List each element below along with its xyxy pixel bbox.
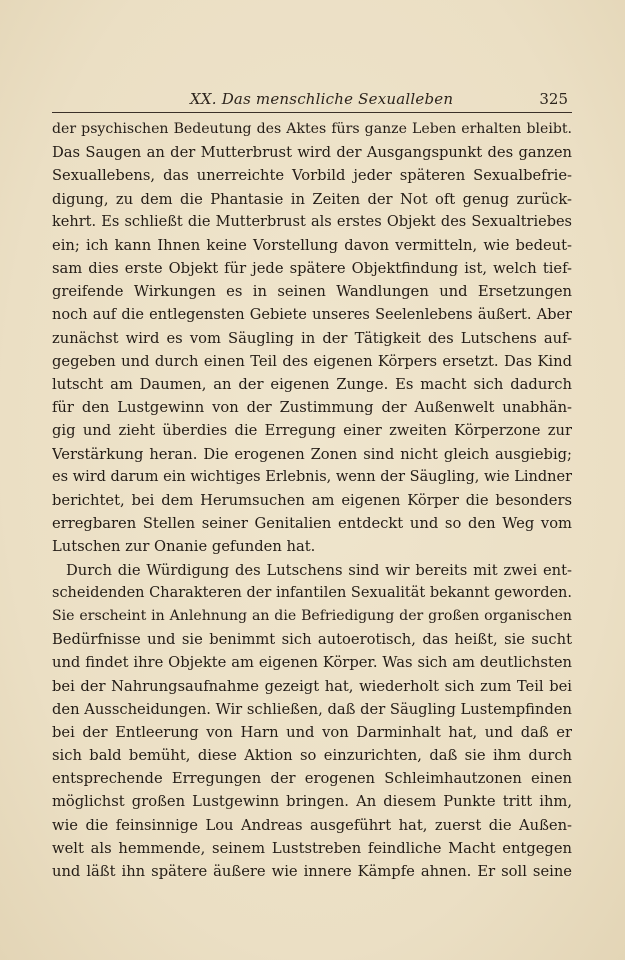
paragraph-start-line: Durch die Würdigung des Lutschens sind wir bereits mit zwei ent- (66, 561, 572, 579)
text-line: für den Lustgewinn von der Zustimmung der Außenwelt unabhän- (52, 399, 572, 417)
text-line: Das Saugen an der Mutterbrust wird der Ausgangspunkt des ganzen (52, 144, 572, 162)
text-line: bei der Nahrungsaufnahme gezeigt hat, wiederholt sich zum Teil bei (52, 677, 572, 695)
text-line: gegeben und durch einen Teil des eigenen Körpers ersetzt. Das Kind (52, 352, 572, 370)
text-line: und läßt ihn spätere äußere wie innere Kämpfe ahnen. Er soll seine (52, 863, 572, 880)
text-line: berichtet, bei dem Herumsuchen am eigenen Körper die besonders (52, 492, 572, 509)
text-line: noch auf die entlegensten Gebiete unseres Seelenlebens äußert. Aber (52, 306, 572, 323)
text-line: es wird darum ein wichtiges Erlebnis, wenn der Säugling, wie Lindner (52, 468, 572, 485)
text-line: sich bald bemüht, diese Aktion so einzurichten, daß sie ihm durch (52, 747, 572, 765)
text-line: Verstärkung heran. Die erogenen Zonen sind nicht gleich ausgiebig; (52, 445, 572, 463)
text-line: kehrt. Es schließt die Mutterbrust als erstes Objekt des Sexualtriebes (52, 213, 572, 230)
text-line: greifende Wirkungen es in seinen Wandlungen und Ersetzungen (52, 283, 572, 301)
text-line: welt als hemmende, seinem Luststreben feindliche Macht entgegen (52, 839, 572, 857)
page-header (52, 86, 572, 113)
text-line: sam dies erste Objekt für jede spätere Objektfindung ist, welch tief- (52, 260, 572, 278)
text-line: wie die feinsinnige Lou Andreas ausgeführt hat, zuerst die Außen- (52, 816, 572, 834)
text-line: lutscht am Daumen, an der eigenen Zunge. Es macht sich dadurch (52, 376, 572, 394)
text-line: ein; ich kann Ihnen keine Vorstellung davon vermitteln, wie bedeut- (52, 236, 572, 254)
text-line: erregbaren Stellen seiner Genitalien entdeckt und so den Weg vom (52, 515, 572, 533)
text-line: und findet ihre Objekte am eigenen Körper. Was sich am deutlichsten (52, 654, 572, 672)
page-number: 325 (539, 90, 568, 108)
text-line: scheidenden Charakteren der infantilen Sexualität bekannt geworden. (52, 584, 572, 601)
running-head: XX. Das menschliche Sexualleben (190, 90, 454, 108)
text-line: der psychischen Bedeutung des Aktes fürs ganze Leben erhalten bleibt. (52, 121, 572, 137)
text-line: bei der Entleerung von Harn und von Darminhalt hat, und daß er (52, 723, 572, 741)
text-line: entsprechende Erregungen der erogenen Schleimhautzonen einen (52, 770, 572, 788)
text-line: den Ausscheidungen. Wir schließen, daß der Säugling Lustempfinden (52, 700, 572, 718)
text-line: gig und zieht überdies die Erregung einer zweiten Körperzone zur (52, 422, 572, 440)
text-line: Bedürfnisse und sie benimmt sich autoerotisch, das heißt, sie sucht (52, 631, 572, 649)
text-line: zunächst wird es vom Säugling in der Tätigkeit des Lutschens auf- (52, 329, 572, 347)
body-text (52, 118, 572, 883)
text-line: digung, zu dem die Phantasie in Zeiten der Not oft genug zurück- (52, 190, 572, 208)
text-line: Sie erscheint in Anlehnung an die Befriedigung der großen organischen (52, 607, 572, 624)
text-line: Sexuallebens, das unerreichte Vorbild jeder späteren Sexualbefrie- (52, 167, 572, 185)
text-line: möglichst großen Lustgewinn bringen. An diesem Punkte tritt ihm, (52, 793, 572, 811)
paragraph-end-line: Lutschen zur Onanie gefunden hat. (52, 538, 316, 556)
